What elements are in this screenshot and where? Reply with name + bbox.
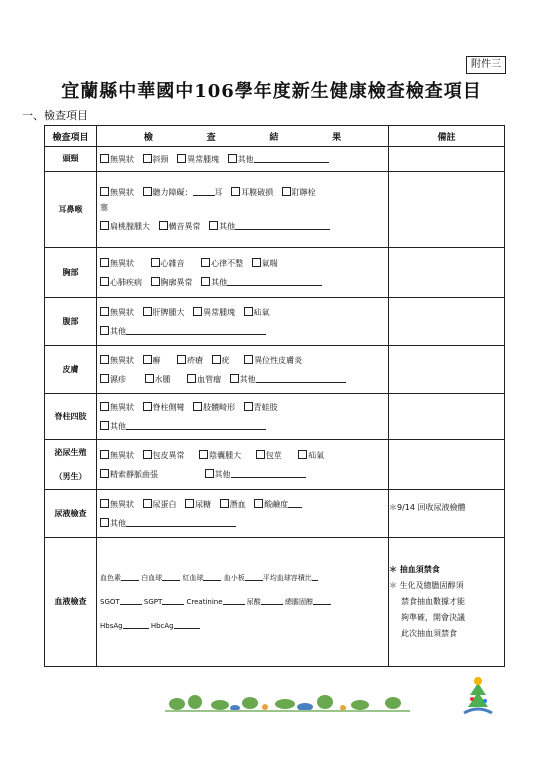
table-row	[45, 346, 505, 394]
row-results	[97, 298, 389, 346]
checkbox[interactable]	[185, 499, 194, 508]
row-note	[389, 248, 505, 298]
option-label: 其他	[237, 154, 254, 164]
fill-blank[interactable]	[261, 596, 283, 605]
row-label: 頭頸	[45, 147, 97, 172]
option-label: 塞	[100, 203, 108, 212]
checkbox[interactable]	[282, 187, 291, 196]
blood-note-line: ＊ 生化及總膽固醇須	[389, 581, 464, 590]
option-label: 耳膜破損	[241, 188, 274, 197]
checkbox[interactable]	[143, 154, 152, 163]
option-label: 疝氣	[253, 307, 270, 317]
option-label: 疝氣	[308, 450, 325, 460]
fill-blank[interactable]	[288, 499, 302, 508]
option-label: 其他	[214, 469, 231, 479]
checkbox[interactable]	[231, 187, 240, 196]
blood-field-label: SGOT	[100, 598, 120, 606]
fill-blank[interactable]	[120, 596, 142, 605]
row-label	[45, 440, 97, 490]
row-note	[389, 346, 505, 394]
option-label: 水腫	[154, 374, 171, 384]
option-label: 癬	[152, 355, 161, 365]
blood-note-line: ＊ 抽血須禁食	[389, 565, 440, 574]
blood-field-label: SGPT	[143, 598, 163, 606]
blood-field-label: 血色素	[100, 574, 121, 582]
row-results	[97, 490, 389, 538]
checkbox[interactable]	[177, 154, 186, 163]
row-note	[389, 440, 505, 490]
checkbox[interactable]	[201, 277, 210, 286]
fill-blank[interactable]	[223, 596, 245, 605]
row-label: 血液檢查	[45, 538, 97, 667]
option-label: 心雜音	[160, 258, 185, 268]
option-label: 無異狀	[110, 188, 134, 197]
row-note	[389, 490, 505, 538]
checkbox[interactable]	[254, 499, 263, 508]
checkbox[interactable]	[151, 258, 160, 267]
checkbox[interactable]	[100, 374, 109, 383]
option-label: 潛血	[229, 499, 246, 509]
option-label: 扁桃腺腫大	[110, 222, 150, 231]
fill-blank[interactable]	[245, 572, 263, 581]
checkbox[interactable]	[143, 450, 152, 459]
option-label: 無異狀	[110, 499, 134, 509]
blood-field-label: 總膽固醇	[285, 598, 313, 606]
option-label: 心肺疾病	[110, 277, 142, 287]
footer-decoration	[165, 690, 410, 714]
header-note: 備註	[389, 126, 505, 147]
school-logo	[458, 675, 498, 720]
option-label: 無異狀	[110, 402, 134, 412]
blood-field-label: 平均血球容積比	[262, 574, 312, 582]
attachment-label: 附件三	[466, 56, 506, 74]
option-label: 構音異常	[168, 222, 201, 231]
checkbox[interactable]	[143, 499, 152, 508]
fill-blank[interactable]	[231, 469, 306, 478]
fill-blank[interactable]	[235, 221, 330, 230]
blood-field-label: 血小板	[223, 574, 245, 582]
blood-field-label: HbcAg	[150, 622, 174, 630]
checkbox[interactable]	[187, 374, 196, 383]
checkbox[interactable]	[143, 355, 152, 364]
header-item: 檢查項目	[45, 126, 97, 147]
option-label: 無異狀	[110, 258, 134, 268]
checkbox[interactable]	[143, 307, 152, 316]
table-row	[45, 248, 505, 298]
checkbox[interactable]	[100, 187, 109, 196]
checkbox[interactable]	[100, 326, 109, 335]
fill-blank[interactable]	[123, 620, 149, 629]
checkbox[interactable]	[228, 154, 237, 163]
row-label-line: （男生）	[54, 471, 87, 481]
header-result-char: 檢	[143, 132, 153, 143]
row-results	[97, 440, 389, 490]
row-results	[97, 172, 389, 248]
blood-field-label: 紅血球	[182, 574, 204, 582]
checkbox[interactable]	[100, 499, 109, 508]
row-note	[389, 298, 505, 346]
checkbox[interactable]	[201, 258, 210, 267]
table-row	[45, 394, 505, 440]
checkbox[interactable]	[230, 374, 239, 383]
blood-field-label: 尿酸	[246, 598, 261, 606]
option-label: 無異狀	[110, 450, 134, 460]
checkbox[interactable]	[199, 450, 208, 459]
row-note	[389, 172, 505, 248]
checkbox[interactable]	[100, 277, 109, 286]
option-label: 其他	[239, 374, 256, 384]
checkbox[interactable]	[256, 450, 265, 459]
fill-blank[interactable]	[193, 187, 215, 196]
table-row	[45, 440, 505, 490]
row-note	[389, 147, 505, 172]
checkbox[interactable]	[100, 258, 109, 267]
fill-blank[interactable]	[121, 572, 139, 581]
row-label: 胸部	[45, 248, 97, 298]
option-label: 無異狀	[110, 154, 134, 164]
table-row	[45, 538, 505, 667]
page-title: 宜蘭縣中華國中106學年度新生健康檢查檢查項目	[61, 81, 482, 102]
option-label: 其他	[110, 518, 126, 528]
checkbox[interactable]	[177, 355, 186, 364]
option-label: 濕疹	[110, 374, 126, 384]
checkbox[interactable]	[100, 355, 109, 364]
option-label: 酸鹼度	[264, 499, 289, 509]
checkbox[interactable]	[143, 402, 152, 411]
health-check-table	[44, 125, 505, 667]
checkbox[interactable]	[244, 355, 253, 364]
table-row	[45, 490, 505, 538]
option-label: 其他	[219, 222, 236, 231]
option-label: 耳	[214, 188, 223, 197]
blood-field-label: 白血球	[141, 574, 163, 582]
option-label: 斜頸	[152, 154, 169, 164]
fill-blank[interactable]	[203, 572, 221, 581]
option-label: 尿糖	[195, 499, 212, 509]
checkbox[interactable]	[151, 277, 160, 286]
header-result-char: 結	[269, 132, 279, 143]
option-label: 包莖	[265, 450, 282, 460]
option-label: 疥瘡	[187, 355, 204, 365]
checkbox[interactable]	[100, 154, 109, 163]
checkbox[interactable]	[209, 221, 218, 230]
row-label: 耳鼻喉	[45, 172, 97, 248]
checkbox[interactable]	[100, 469, 109, 478]
fill-blank[interactable]	[126, 518, 236, 527]
option-label: 胸廓異常	[160, 277, 193, 287]
option-label: 無異狀	[110, 307, 134, 317]
fill-blank[interactable]	[256, 374, 346, 383]
option-label: 疣	[221, 355, 230, 365]
blood-note-line: 夠準確，開會決議	[401, 613, 465, 622]
checkbox[interactable]	[220, 499, 229, 508]
option-label: 其他	[110, 326, 126, 336]
section-heading: 一、檢查項目	[22, 109, 88, 122]
option-label: 異位性皮膚炎	[254, 355, 303, 365]
checkbox[interactable]	[100, 402, 109, 411]
checkbox[interactable]	[298, 450, 307, 459]
checkbox[interactable]	[100, 221, 109, 230]
header-result-char: 果	[332, 132, 342, 143]
option-label: 異常腫塊	[187, 154, 220, 164]
fill-blank[interactable]	[313, 596, 331, 605]
row-results	[97, 248, 389, 298]
table-row	[45, 147, 505, 172]
option-label: 其他	[110, 421, 126, 431]
checkbox[interactable]	[252, 258, 261, 267]
checkbox[interactable]	[193, 402, 202, 411]
option-label: 聽力障礙：	[152, 188, 193, 197]
option-label: 血管瘤	[197, 374, 222, 384]
row-results	[97, 538, 389, 667]
fill-blank[interactable]	[162, 596, 184, 605]
checkbox[interactable]	[193, 307, 202, 316]
row-label: 腹部	[45, 298, 97, 346]
option-label: 異常腫塊	[203, 307, 236, 317]
option-label: 肢體畸形	[203, 402, 236, 412]
checkbox[interactable]	[100, 307, 109, 316]
option-label: 包皮異常	[152, 450, 185, 460]
option-label: 心律不整	[211, 258, 244, 268]
blood-field-label: HbsAg	[100, 622, 123, 630]
fill-blank[interactable]	[162, 572, 180, 581]
row-note	[389, 394, 505, 440]
row-label-line: 泌尿生殖	[54, 447, 87, 457]
row-note	[389, 538, 505, 667]
option-label: 陰囊腫大	[209, 450, 242, 460]
blood-note-line: 此次抽血須禁食	[401, 629, 457, 638]
urine-note: ＊9/14 回收尿液檢體	[389, 503, 466, 512]
option-label: 耵聹栓	[291, 188, 316, 197]
blood-note-line: 禁食抽血數據才能	[401, 597, 465, 606]
header-result	[97, 126, 389, 147]
option-label: 其他	[211, 277, 228, 287]
option-label: 脊柱側彎	[152, 402, 185, 412]
checkbox[interactable]	[145, 374, 154, 383]
fill-blank[interactable]	[126, 326, 266, 335]
option-label: 青蛙肢	[253, 402, 278, 412]
row-label: 皮膚	[45, 346, 97, 394]
option-label: 精索靜脈曲張	[110, 469, 158, 479]
option-label: 無異狀	[110, 355, 134, 365]
checkbox[interactable]	[100, 518, 109, 527]
checkbox[interactable]	[244, 402, 253, 411]
row-label: 尿液檢查	[45, 490, 97, 538]
row-results	[97, 346, 389, 394]
option-label: 肝脾腫大	[152, 307, 185, 317]
option-label: 氣喘	[261, 258, 278, 268]
fill-blank[interactable]	[227, 277, 322, 286]
checkbox[interactable]	[100, 450, 109, 459]
checkbox[interactable]	[159, 221, 168, 230]
checkbox[interactable]	[100, 421, 109, 430]
row-results	[97, 147, 389, 172]
fill-blank[interactable]	[254, 154, 329, 163]
table-row	[45, 298, 505, 346]
fill-blank[interactable]	[126, 421, 266, 430]
fill-blank[interactable]	[312, 572, 318, 581]
option-label: 尿蛋白	[152, 499, 177, 509]
checkbox[interactable]	[244, 307, 253, 316]
table-header-row	[45, 126, 505, 147]
blood-field-label: Creatinine	[186, 598, 223, 606]
table-row	[45, 172, 505, 248]
row-results	[97, 394, 389, 440]
checkbox[interactable]	[212, 355, 221, 364]
checkbox[interactable]	[205, 469, 214, 478]
row-label: 脊柱四肢	[45, 394, 97, 440]
fill-blank[interactable]	[174, 620, 200, 629]
checkbox[interactable]	[143, 187, 152, 196]
header-result-char: 查	[206, 132, 216, 143]
